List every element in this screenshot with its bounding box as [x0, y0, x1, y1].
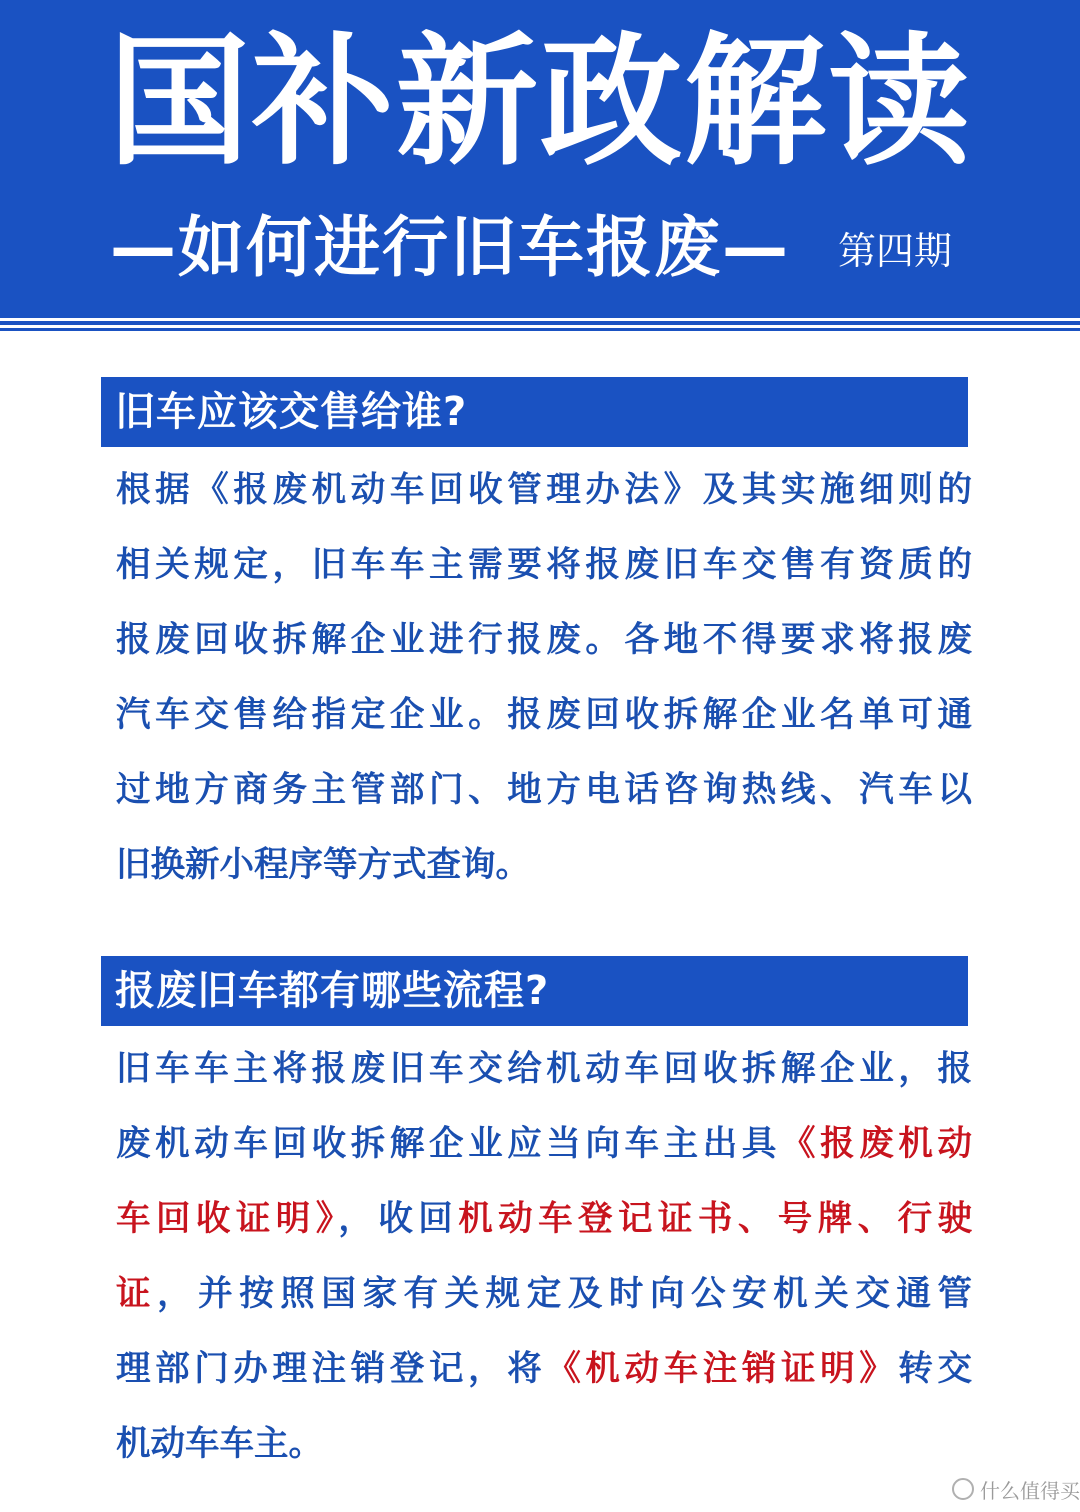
body-line [116, 1107, 972, 1182]
body-line: 旧换新小程序等方式查询。 [116, 845, 530, 885]
body-line: 相关规定，旧车车主需要将报废旧车交售有资质的 [116, 545, 972, 585]
page-subtitle: —如何进行旧车报废— [110, 209, 790, 286]
section-heading-text: 旧车应该交售给谁? [115, 389, 468, 435]
page-title: 国补新政解读 [108, 20, 972, 185]
section-heading-process [101, 956, 968, 1026]
highlight-text: 证 [116, 1274, 158, 1314]
watermark-logo-icon [952, 1478, 974, 1500]
body-line [116, 1332, 972, 1407]
highlight-text: 《机动车注销证明》 [546, 1349, 899, 1389]
section-body-process [116, 1032, 972, 1482]
body-line: 汽车交售给指定企业。报废回收拆解企业名单可通 [116, 695, 972, 735]
body-line [116, 1407, 972, 1482]
section-heading-text: 报废旧车都有哪些流程? [115, 968, 550, 1014]
section-heading-who [101, 377, 968, 447]
body-line: 过地方商务主管部门、地方电话咨询热线、汽车以 [116, 770, 972, 810]
divider-stripe [0, 321, 1080, 325]
body-text: 转交 [898, 1349, 973, 1389]
body-line: 根据《报废机动车回收管理办法》及其实施细则的 [116, 470, 972, 510]
body-text: 理部门办理注销登记，将 [116, 1349, 547, 1389]
body-line [116, 1182, 972, 1257]
body-line [116, 1257, 972, 1332]
watermark [952, 1474, 1080, 1504]
header-banner [0, 0, 1080, 318]
highlight-text: 车回收证明》 [116, 1199, 339, 1239]
watermark-text: 什么值得买 [980, 1478, 1080, 1503]
body-text: 旧车车主将报废旧车交给机动车回收拆解企业，报 [116, 1049, 972, 1089]
divider-stripe [0, 328, 1080, 331]
issue-label: 第四期 [838, 229, 953, 273]
body-text: ，并按照国家有关规定及时向公安机关交通管 [157, 1274, 973, 1314]
highlight-text: 机动车登记证书、号牌、行驶 [458, 1199, 973, 1239]
body-text: ，收回 [338, 1199, 459, 1239]
body-line [116, 1032, 972, 1107]
section-body-who [116, 453, 972, 903]
body-text: 机动车车主。 [116, 1424, 323, 1464]
highlight-text: 《报废机动 [781, 1124, 973, 1164]
body-line: 报废回收拆解企业进行报废。各地不得要求将报废 [116, 620, 972, 660]
body-text: 废机动车回收拆解企业应当向车主出具 [116, 1124, 782, 1164]
